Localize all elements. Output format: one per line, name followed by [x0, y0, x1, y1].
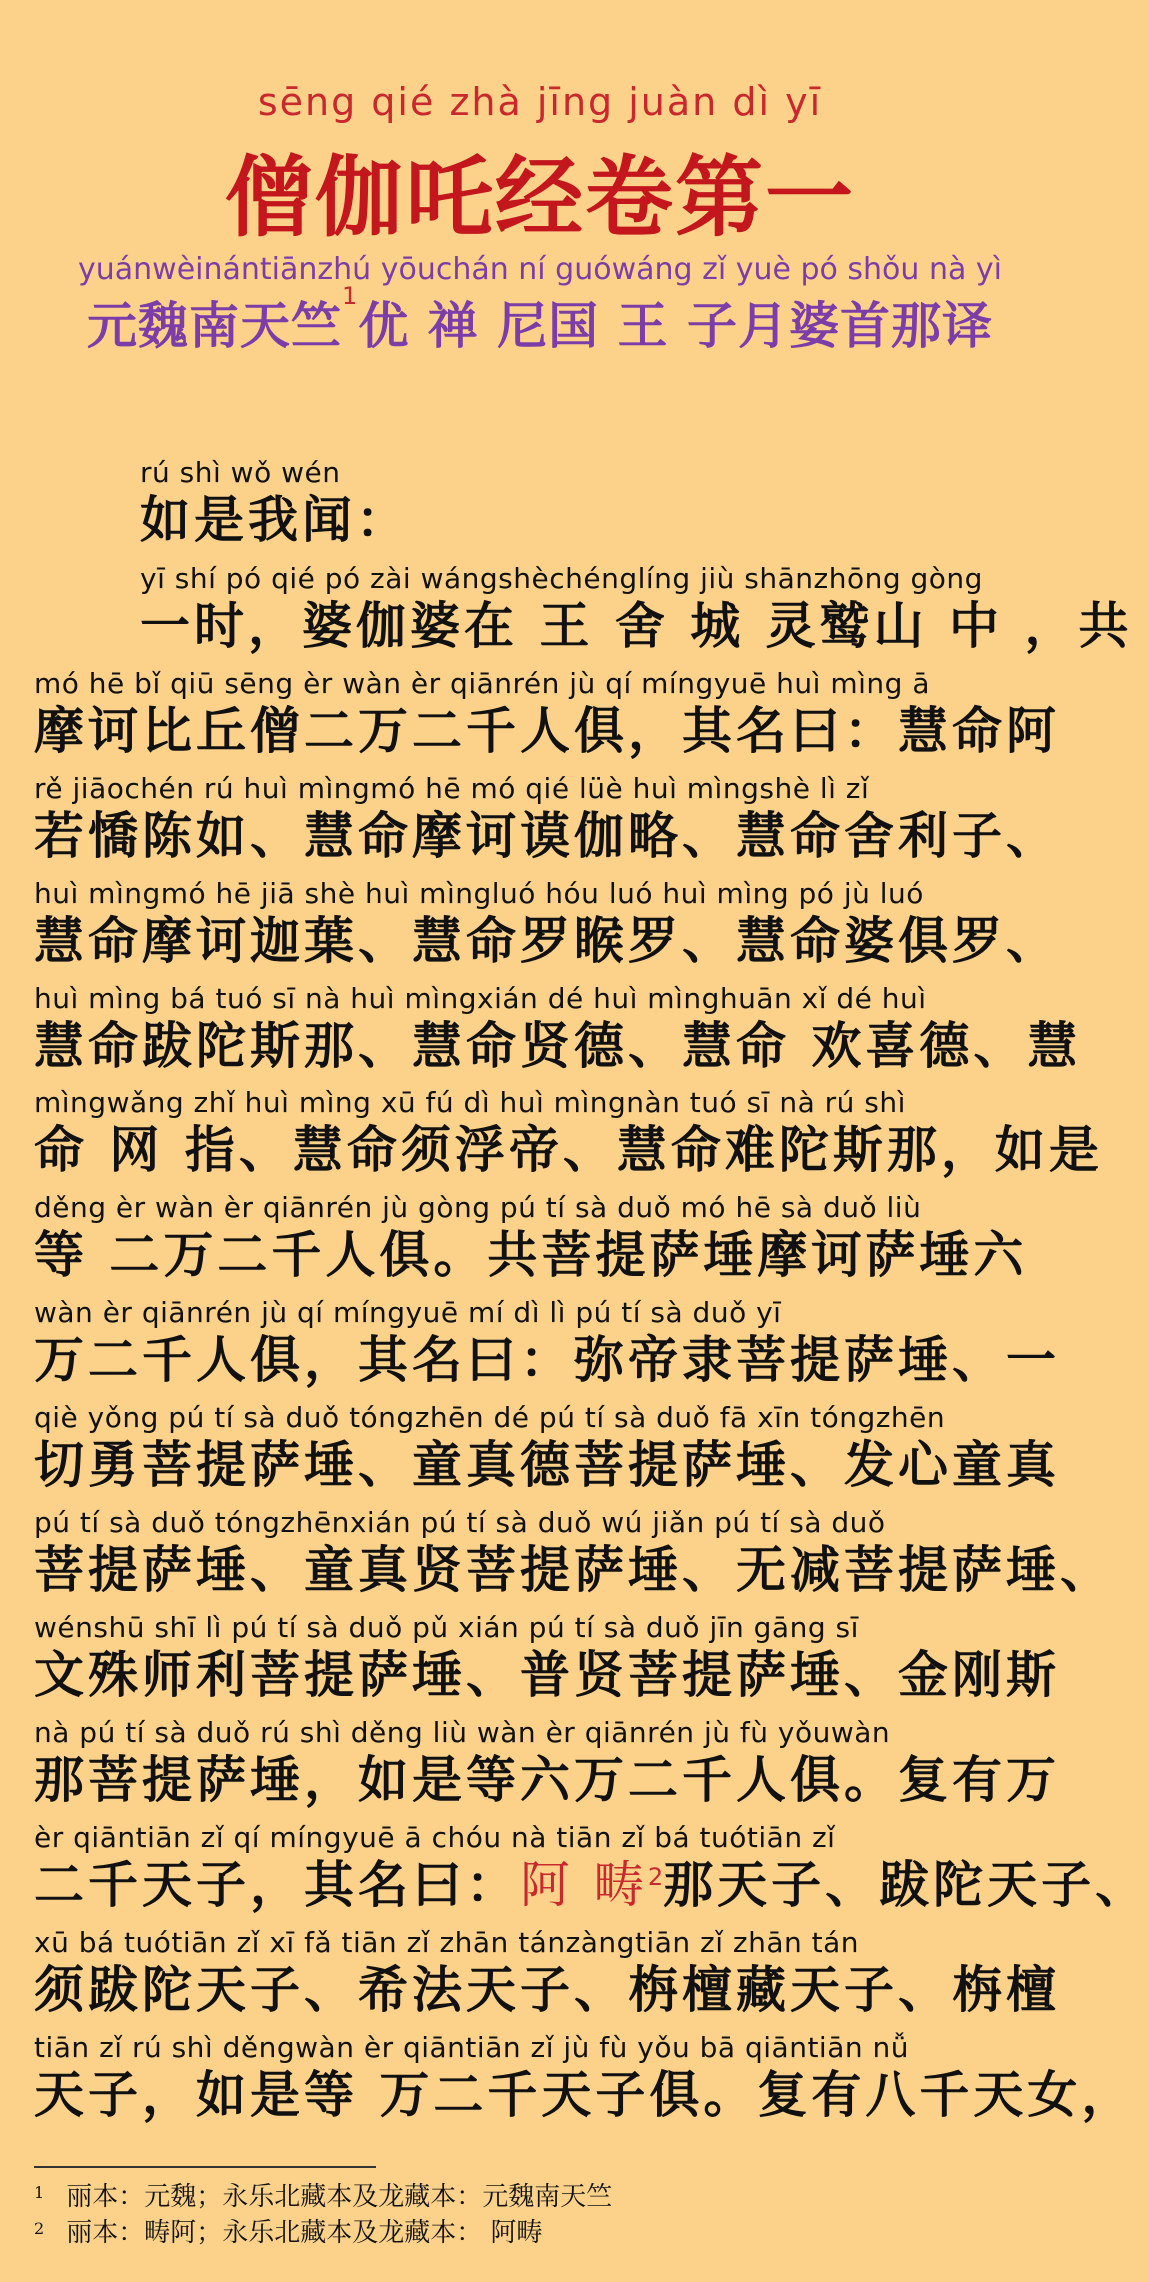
pinyin-line: rě jiāochén rú huì mìngmó hē mó qié lüè huì mìngshè lì zǐ — [34, 772, 870, 805]
verse-line — [34, 982, 1082, 1076]
footnote-number: 1 — [34, 2183, 45, 2202]
hanzi-text: 菩提萨埵、童真贤菩提萨埵、无减菩提萨埵、 — [34, 1541, 1114, 1599]
hanzi-line — [34, 1855, 1149, 1915]
verse-line — [34, 1191, 1046, 1285]
pinyin-line: huì mìngmó hē jiā shè huì mìngluó hóu luó huì mìng pó jù luó — [34, 877, 924, 910]
verse-line — [34, 1821, 1149, 1915]
hanzi-line — [34, 1960, 1060, 2020]
footnote-ref-2[interactable]: 2 — [647, 1863, 664, 1891]
footnote-divider — [34, 2166, 376, 2168]
verse-line — [34, 667, 1060, 761]
hanzi-text: 天子，如是等 万二千天子俱。复有八千天女， — [34, 2066, 1136, 2124]
pinyin-line: èr qiāntiān zǐ qí míngyuē ā chóu nà tiān zǐ bá tuótiān zǐ — [34, 1821, 836, 1854]
pinyin-line: pú tí sà duǒ tóngzhēnxián pú tí sà duǒ wú jiǎn pú tí sà duǒ — [34, 1506, 886, 1539]
hanzi-text: 须跋陀天子、希法天子、栴檀藏天子、栴檀 — [34, 1961, 1060, 2019]
pinyin-line: rú shì wǒ wén — [140, 456, 341, 489]
pinyin-line: mó hē bǐ qiū sēng èr wàn èr qiānrén jù qí míngyuē huì mìng ā — [34, 667, 930, 700]
hanzi-line — [34, 2065, 1136, 2125]
hanzi-line — [34, 1225, 1046, 1285]
pinyin-line: tiān zǐ rú shì děngwàn èr qiāntiān zǐ jù fù yǒu bā qiāntiān nǚ — [34, 2031, 909, 2064]
pinyin-line: qiè yǒng pú tí sà duǒ tóngzhēn dé pú tí sà duǒ fā xīn tóngzhēn — [34, 1401, 946, 1434]
hanzi-text: 慧命摩诃迦葉、慧命罗睺罗、慧命婆俱罗、 — [34, 912, 1060, 970]
hanzi-text: 命 网 指、慧命须浮帝、慧命难陀斯那，如是 — [34, 1121, 1103, 1179]
pinyin-line: mìngwǎng zhǐ huì mìng xū fú dì huì mìngnàn tuó sī nà rú shì — [34, 1086, 906, 1119]
hanzi-text: 二千天子，其名曰： — [34, 1856, 520, 1914]
hanzi-line — [34, 1435, 1060, 1495]
hanzi-text: 那菩提萨埵，如是等六万二千人俱。复有万 — [34, 1751, 1060, 1809]
hanzi-text: 切勇菩提萨埵、童真德菩提萨埵、发心童真 — [34, 1436, 1060, 1494]
hanzi-text: 如是我闻： — [140, 491, 410, 549]
hanzi-line — [34, 1750, 1060, 1810]
hanzi-text-rest: 那天子、跋陀天子、 — [663, 1856, 1149, 1914]
verse-line — [34, 772, 1060, 866]
translator-dynasty: 元魏南天竺 — [87, 297, 343, 355]
verse-line — [140, 456, 1046, 550]
verse-line — [34, 1296, 1060, 1390]
hanzi-text: 万二千人俱，其名曰：弥帝隶菩提萨埵、一 — [34, 1331, 1060, 1389]
variant-term: 阿 畴 — [520, 1856, 648, 1914]
pinyin-line: xū bá tuótiān zǐ xī fǎ tiān zǐ zhān tánzàngtiān zǐ zhān tán — [34, 1926, 860, 1959]
pinyin-line: děng èr wàn èr qiānrén jù gòng pú tí sà duǒ mó hē sà duǒ liù — [34, 1191, 922, 1224]
hanzi-line — [34, 1016, 1082, 1076]
hanzi-line — [34, 1120, 1103, 1180]
hanzi-line — [34, 911, 1060, 971]
footnote-text: 丽本：畴阿；永乐北藏本及龙藏本： 阿畴 — [66, 2218, 543, 2248]
hanzi-text: 文殊师利菩提萨埵、普贤菩提萨埵、金刚斯 — [34, 1646, 1060, 1704]
hanzi-text: 摩诃比丘僧二万二千人俱，其名曰：慧命阿 — [34, 702, 1060, 760]
hanzi-text: 慧命跋陀斯那、慧命贤德、慧命 欢喜德、慧 — [34, 1017, 1082, 1075]
hanzi-text: 一时，婆伽婆在 王 舍 城 灵鹫山 中 ，共 — [140, 597, 1133, 655]
hanzi-line — [140, 596, 1133, 656]
hanzi-text: 若憍陈如、慧命摩诃谟伽略、慧命舍利子、 — [34, 807, 1060, 865]
hanzi-text: 等 二万二千人俱。共菩提萨埵摩诃萨埵六 — [34, 1226, 1028, 1284]
footnote-number: 2 — [34, 2219, 45, 2238]
footnote-text: 丽本：元魏；永乐北藏本及龙藏本：元魏南天竺 — [66, 2182, 613, 2212]
hanzi-line — [34, 1330, 1060, 1390]
hanzi-line — [34, 701, 1060, 761]
verse-line — [140, 562, 1133, 656]
pinyin-line: nà pú tí sà duǒ rú shì děng liù wàn èr qiānrén jù fù yǒuwàn — [34, 1716, 891, 1749]
verse-line — [34, 1506, 1114, 1600]
verse-line — [34, 877, 1060, 971]
hanzi-line — [34, 1540, 1114, 1600]
verse-line — [34, 2031, 1136, 2125]
translator-line — [0, 282, 1080, 358]
verse-line — [34, 1716, 1060, 1810]
page-title: 僧伽吒经卷第一 — [224, 145, 855, 249]
footnote-1 — [34, 2180, 612, 2214]
verse-line — [34, 1401, 1060, 1495]
hanzi-line — [140, 490, 1046, 550]
translator-pinyin: yuánwèinántiānzhú yōuchán ní guówáng zǐ yuè pó shǒu nà yì — [78, 252, 1002, 287]
pinyin-line: wénshū shī lì pú tí sà duǒ pǔ xián pú tí sà duǒ jīn gāng sī — [34, 1611, 859, 1644]
footnote-2 — [34, 2216, 542, 2250]
translator-name: 优 禅 尼国 王 子月婆首那译 — [358, 297, 993, 355]
verse-line — [34, 1926, 1060, 2020]
pinyin-line: yī shí pó qié pó zài wángshèchénglíng jiù shānzhōng gòng — [140, 562, 983, 595]
hanzi-line — [34, 1645, 1060, 1705]
pinyin-line: wàn èr qiānrén jù qí míngyuē mí dì lì pú tí sà duǒ yī — [34, 1296, 782, 1329]
pinyin-line: huì mìng bá tuó sī nà huì mìngxián dé huì mìnghuān xǐ dé huì — [34, 982, 927, 1015]
hanzi-line — [34, 806, 1060, 866]
title-pinyin: sēng qié zhà jīng juàn dì yī — [257, 80, 823, 124]
verse-line — [34, 1086, 1103, 1180]
footnote-ref-1[interactable]: 1 — [342, 282, 359, 310]
verse-line — [34, 1611, 1060, 1705]
